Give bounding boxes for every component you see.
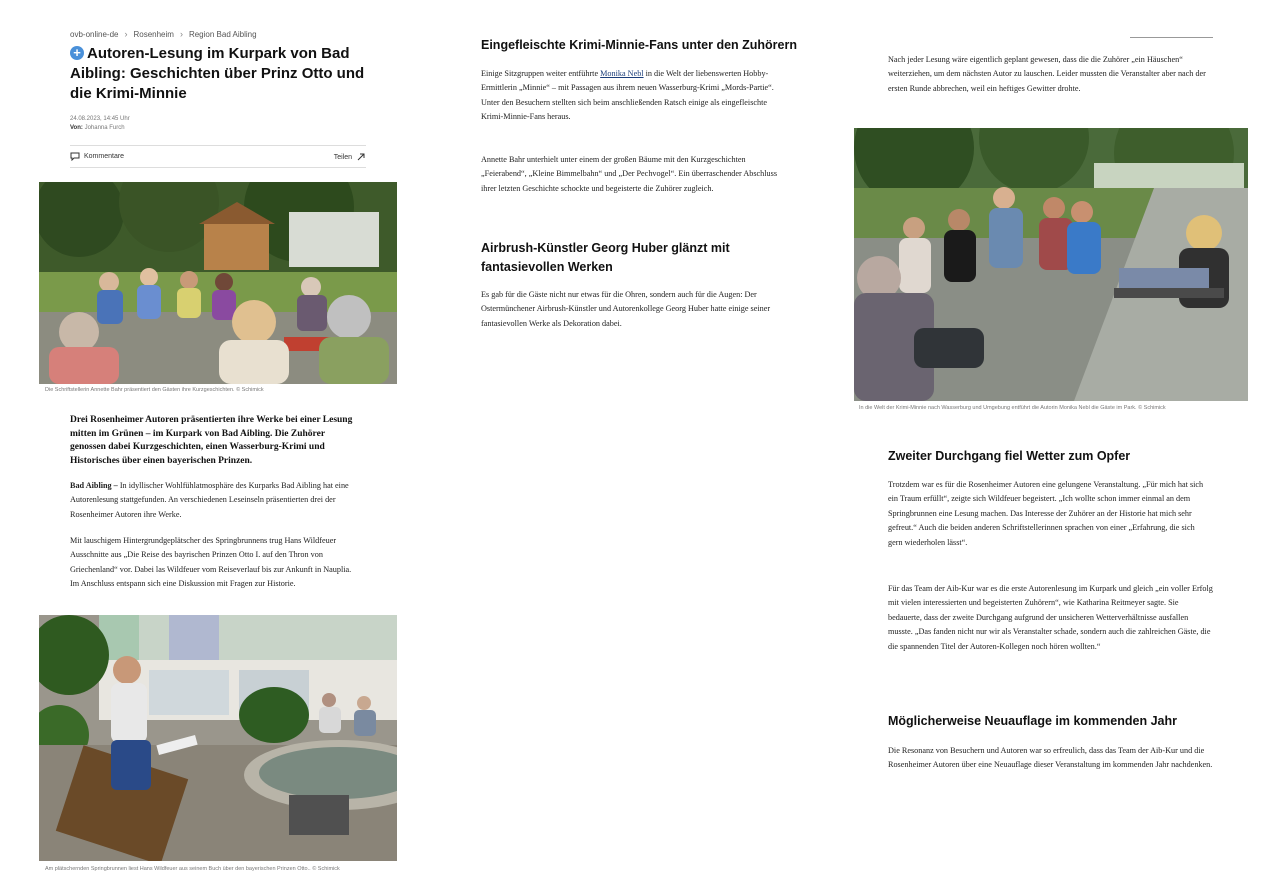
chevron-right-icon: ›: [179, 29, 183, 39]
section-heading: Möglicherweise Neuauflage im kommenden Jahr: [888, 714, 1177, 728]
comments-button[interactable]: Kommentare: [70, 152, 124, 161]
breadcrumb: [70, 29, 257, 39]
comment-icon: [70, 152, 80, 161]
article-paragraph: Nach jeder Lesung wäre eigentlich geplant gewesen, dass die die Zuhörer „ein Häuschen“ weiterziehen, um dem nächsten Autor zu lauschen. Leider mussten die Veranstalter aber nach der ersten Runde abbrechen, weil ein heftiges Gewitter drohte.: [888, 55, 1206, 93]
article-lead: Drei Rosenheimer Autoren präsentierten ihre Werke bei einer Lesung mitten im Grünen – im Kurpark von Bad Aibling. Die Zuhörer genossen dabei Kurzgeschichten, einen Wasserburg-Krimi und Historisches über einen bayerischen Prinzen.: [70, 415, 353, 466]
section-heading: Airbrush-Künstler Georg Huber glänzt mit fantasievollen Werken: [481, 241, 730, 274]
chevron-right-icon: ›: [124, 29, 128, 39]
photo-caption: In die Welt der Krimi-Minnie nach Wasserburg und Umgebung entführt die Autorin Monika Nebl die Gäste im Park. © Schimick: [859, 405, 1166, 411]
share-button[interactable]: Teilen: [334, 152, 366, 162]
article-paragraph: Es gab für die Gäste nicht nur etwas für die Ohren, sondern auch für die Augen: Der Ostermünchener Airbrush-Künstler und Autorenkollege Georg Huber hatte einige seiner fantasievollen Werke als Dekoration dabei.: [481, 290, 771, 328]
photo-monika-nebl: [854, 128, 1248, 401]
article-author: Von: Johanna Furch: [70, 125, 125, 131]
article-date: 24.08.2023, 14:45 Uhr: [70, 116, 130, 122]
plus-icon: +: [70, 46, 84, 60]
section-heading: Eingefleischte Krimi-Minnie-Fans unter den Zuhörern: [481, 38, 798, 52]
photo-caption: Am plätschernden Springbrunnen liest Hans Wildfeuer aus seinem Buch über den bayerischen Prinzen Otto.. © Schimick: [45, 866, 340, 872]
photo-caption: Die Schriftstellerin Annette Bahr präsentiert den Gästen ihre Kurzgeschichten. © Schimick: [45, 387, 264, 393]
divider: [1130, 37, 1213, 38]
article-paragraph: Für das Team der Aib-Kur war es die erste Autorenlesung im Kurpark und gleich „ein voller Erfolg mit vielen interessierten und begeisterten Zuhörern“, wie Katharina Reitmeyer sagte. Sie bedauerte, dass der zweite Durchgang aufgrund der unsicheren Wetterverhältnisse ausfallen musste. „Das fanden nicht nur wir als Veranstalter schade, sondern auch die zahlreichen Gäste, die die spannenden Titel der Autoren-Kollegen noch hören wollten.“: [888, 584, 1213, 651]
article-paragraph: Mit lauschigem Hintergrundgeplätscher des Springbrunnens trug Hans Wildfeuer Ausschnitte aus „Die Reise des bayrischen Prinzen Otto I. auf den Thron von Griechenland“ vor. Dabei las Wildfeuer vom Reiseverlauf bis zur Ankunft in Nauplia. Im Anschluss entspann sich eine Diskussion mit Fragen zur Historie.: [70, 536, 352, 589]
photo-annette-bahr: [39, 182, 397, 384]
article-paragraph: Bad Aibling – In idyllischer Wohlfühlatmosphäre des Kurparks Bad Aibling hat eine Autorenlesung stattgefunden. An verschiedenen Leseinseln präsentierten drei der Rosenheimer Autoren ihre Werke.: [70, 481, 349, 519]
article-paragraph: Einige Sitzgruppen weiter entführte Monika Nebl in die Welt der liebenswerten Hobby-Ermittlerin „Minnie“ – mit Passagen aus ihrem neuen Wasserburg-Krimi „Mords-Partie“. Unter den Besuchern stellten sich beim anschließenden Ratsch einige als eingefleischte Krimi-Minnie-Fans heraus.: [481, 69, 774, 122]
article-paragraph: Annette Bahr unterhielt unter einem der großen Bäume mit den Kurzgeschichten „Feierabend“, „Kleine Bimmelbahn“ und „Der Pechvogel“. Ein überraschender Abschluss ihrer letzten Geschichte schockte und begeisterte die Zuhörer zugleich.: [481, 155, 778, 193]
section-heading: Zweiter Durchgang fiel Wetter zum Opfer: [888, 449, 1131, 463]
article-paragraph: Trotzdem war es für die Rosenheimer Autoren eine gelungene Veranstaltung. „Für mich hat sich ein Traum erfüllt“, zeigte sich Wildfeuer begeistert. „Ich wollte schon immer einmal an dem Springbrunnen eine Lesung machen. Das Interesse der Zuhörer an der Historie hat mich sehr gefreut.“ Auch die beiden anderen Schriftstellerinnen sprachen von einer „Erfahrung, die sich gern wiederholen lässt“.: [888, 480, 1204, 547]
breadcrumb-item-rosenheim[interactable]: Rosenheim: [133, 29, 174, 39]
article-action-bar: [70, 145, 366, 168]
share-icon: [356, 152, 366, 162]
article-headline: + Autoren-Lesung im Kurpark von Bad Aibling: Geschichten über Prinz Otto und die Krimi-Minnie: [70, 45, 365, 102]
breadcrumb-item-region[interactable]: Region Bad Aibling: [188, 29, 257, 39]
photo-hans-wildfeuer: [39, 615, 397, 861]
breadcrumb-item-home[interactable]: ovb-online-de: [70, 29, 119, 39]
author-link-monika-nebl[interactable]: Monika Nebl: [600, 69, 644, 78]
article-paragraph: Die Resonanz von Besuchern und Autoren war so erfreulich, dass das Team der Aib-Kur und die Rosenheimer Autoren über eine Neuauflage dieser Veranstaltung im kommenden Jahr nachdenken.: [888, 746, 1213, 770]
